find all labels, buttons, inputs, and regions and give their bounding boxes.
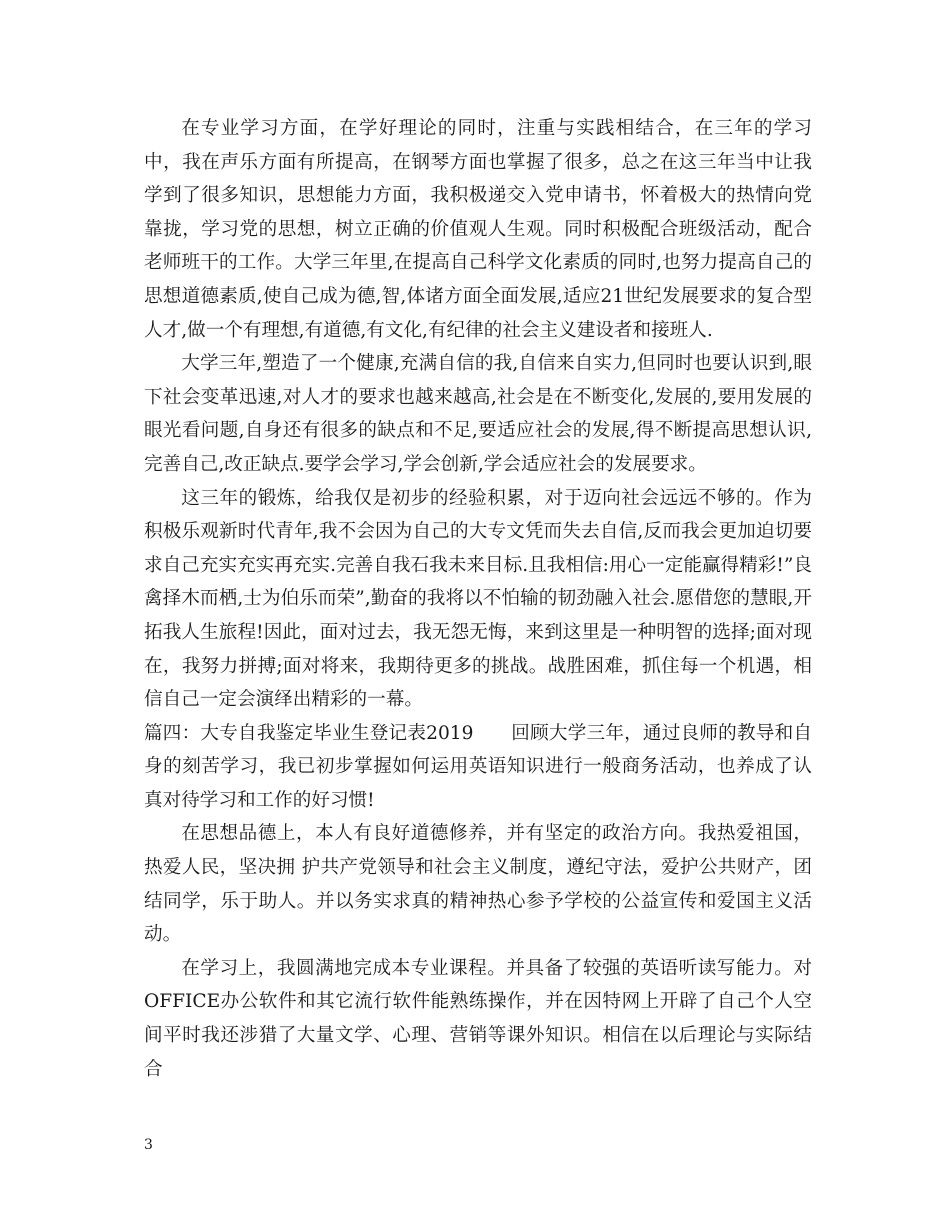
page-number: 3 xyxy=(144,1137,153,1153)
document-body xyxy=(144,112,812,1086)
paragraph-section-four-heading: 篇四：大专自我鉴定毕业生登记表2019 回顾大学三年，通过良师的教导和自身的刻苦学习，我已初步掌握如何运用英语知识进行一般商务活动，也养成了认真对待学习和工作的好习惯! xyxy=(144,722,812,811)
paragraph-moral-character: 在思想品德上，本人有良好道德修养，并有坚定的政治方向。我热爱祖国，热爱人民，坚决拥 护共产党领导和社会主义制度，遵纪守法，爱护公共财产，团结同学，乐于助人。并以务实求真的精神热心参予学校的公益宣传和爱国主义活动。 xyxy=(144,823,812,946)
paragraph-three-years-confidence: 大学三年,塑造了一个健康,充满自信的我,自信来自实力,但同时也要认识到,眼下社会变革迅速,对人才的要求也越来越高,社会是在不断变化,发展的,要用发展的眼光看问题,自身还有很多的缺点和不足,要适应社会的发展,得不断提高思想认识,完善自己,改正缺点.要学会学习,学会创新,学会适应社会的发展要求。 xyxy=(144,353,812,475)
paragraph-academic-study: 在学习上，我圆满地完成本专业课程。并具备了较强的英语听读写能力。对OFFICE办公软件和其它流行软件能熟练操作，并在因特网上开辟了自己个人空间平时我还涉猎了大量文学、心理、营销等课外知识。相信在以后理论与实际结合 xyxy=(144,957,812,1080)
paragraph-study-practice: 在专业学习方面，在学好理论的同时，注重与实践相结合，在三年的学习中，我在声乐方面有所提高，在钢琴方面也掌握了很多，总之在这三年当中让我学到了很多知识，思想能力方面，我积极递交入党申请书，怀着极大的热情向党靠拢，学习党的思想，树立正确的价值观人生观。同时积极配合班级活动，配合老师班干的工作。大学三年里,在提高自己科学文化素质的同时,也努力提高自己的思想道德素质,使自己成为德,智,体诸方面全面发展,适应21世纪发展要求的复合型人才,做一个有理想,有道德,有文化,有纪律的社会主义建设者和接班人. xyxy=(144,118,812,341)
paragraph-training-experience: 这三年的锻炼，给我仅是初步的经验积累，对于迈向社会远远不够的。作为积极乐观新时代青年,我不会因为自己的大专文凭而失去自信,反而我会更加迫切要求自己充实充实再充实.完善自我石我未来目标.且我相信:用心一定能赢得精彩!”良禽择木而栖,士为伯乐而荣”,勤奋的我将以不怕输的韧劲融入社会.愿借您的慧眼,开拓我人生旅程!因此，面对过去，我无怨无悔，来到这里是一种明智的选择;面对现在，我努力拼搏;面对将来，我期待更多的挑战。战胜困难，抓住每一个机遇，相信自己一定会演绎出精彩的一幕。 xyxy=(144,487,812,711)
